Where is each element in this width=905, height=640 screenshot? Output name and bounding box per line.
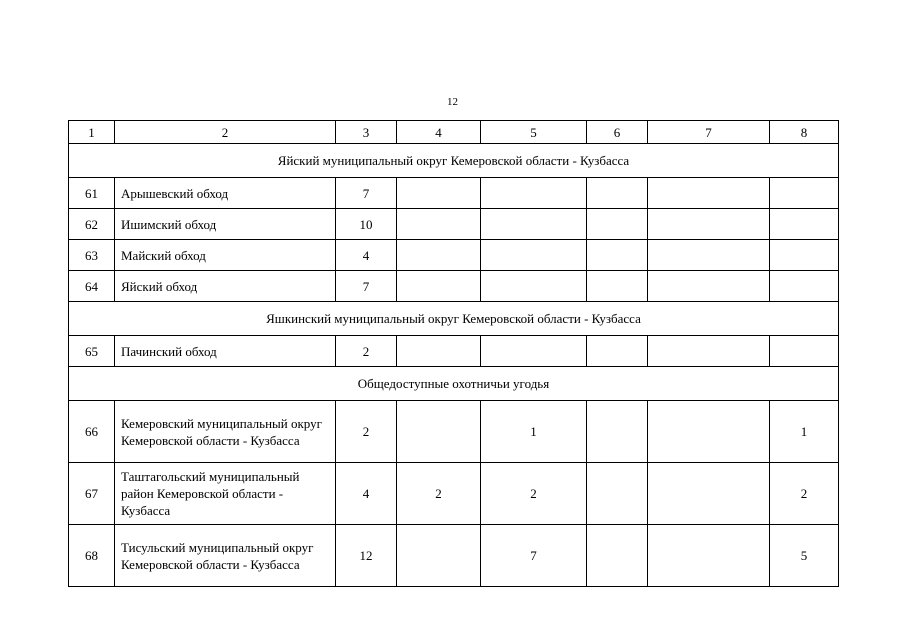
section-header-row	[69, 302, 839, 336]
row-number: 63	[69, 240, 115, 271]
section-title: Общедоступные охотничьи угодья	[69, 367, 839, 401]
header-cell: 3	[336, 121, 397, 144]
table-row	[69, 463, 839, 525]
row-name: Ишимский обход	[115, 209, 336, 240]
cell-col6	[587, 463, 648, 525]
cell-col3: 4	[336, 240, 397, 271]
table-row	[69, 401, 839, 463]
cell-col3: 10	[336, 209, 397, 240]
cell-col6	[587, 240, 648, 271]
cell-col3: 7	[336, 178, 397, 209]
row-name: Кемеровский муниципальный округ Кемеровской области - Кузбасса	[115, 401, 336, 463]
cell-col7	[648, 178, 770, 209]
cell-col8	[770, 271, 839, 302]
cell-col7	[648, 271, 770, 302]
cell-col7	[648, 401, 770, 463]
row-number: 64	[69, 271, 115, 302]
cell-col5	[481, 178, 587, 209]
cell-col7	[648, 336, 770, 367]
cell-col5	[481, 240, 587, 271]
row-name: Арышевский обход	[115, 178, 336, 209]
cell-col3: 2	[336, 401, 397, 463]
cell-col4	[397, 271, 481, 302]
cell-col8: 5	[770, 525, 839, 587]
header-cell: 1	[69, 121, 115, 144]
cell-col8	[770, 240, 839, 271]
header-cell: 6	[587, 121, 648, 144]
cell-col6	[587, 178, 648, 209]
header-cell: 7	[648, 121, 770, 144]
cell-col7	[648, 463, 770, 525]
cell-col3: 7	[336, 271, 397, 302]
table-row	[69, 271, 839, 302]
cell-col4	[397, 525, 481, 587]
section-header-row	[69, 367, 839, 401]
section-title: Яйский муниципальный округ Кемеровской области - Кузбасса	[69, 144, 839, 178]
cell-col8: 2	[770, 463, 839, 525]
cell-col3: 12	[336, 525, 397, 587]
row-name: Майский обход	[115, 240, 336, 271]
cell-col7	[648, 209, 770, 240]
cell-col6	[587, 271, 648, 302]
section-header-row	[69, 144, 839, 178]
cell-col7	[648, 240, 770, 271]
row-number: 62	[69, 209, 115, 240]
header-cell: 8	[770, 121, 839, 144]
cell-col6	[587, 401, 648, 463]
row-name: Яйский обход	[115, 271, 336, 302]
cell-col8	[770, 336, 839, 367]
cell-col4	[397, 336, 481, 367]
cell-col5	[481, 336, 587, 367]
cell-col7	[648, 525, 770, 587]
cell-col5	[481, 271, 587, 302]
table-row	[69, 209, 839, 240]
header-cell: 5	[481, 121, 587, 144]
header-cell: 4	[397, 121, 481, 144]
cell-col4	[397, 178, 481, 209]
table-row	[69, 525, 839, 587]
row-number: 61	[69, 178, 115, 209]
cell-col5	[481, 209, 587, 240]
cell-col5: 1	[481, 401, 587, 463]
row-name: Тисульский муниципальный округ Кемеровской области - Кузбасса	[115, 525, 336, 587]
cell-col3: 4	[336, 463, 397, 525]
cell-col8	[770, 209, 839, 240]
cell-col4: 2	[397, 463, 481, 525]
cell-col6	[587, 336, 648, 367]
header-row	[69, 121, 839, 144]
cell-col8	[770, 178, 839, 209]
table-row	[69, 178, 839, 209]
section-title: Яшкинский муниципальный округ Кемеровской области - Кузбасса	[69, 302, 839, 336]
row-number: 68	[69, 525, 115, 587]
header-cell: 2	[115, 121, 336, 144]
hunting-grounds-table	[68, 120, 839, 587]
cell-col4	[397, 401, 481, 463]
cell-col4	[397, 209, 481, 240]
row-number: 66	[69, 401, 115, 463]
table-row	[69, 336, 839, 367]
page-number: 12	[447, 96, 458, 108]
row-name: Пачинский обход	[115, 336, 336, 367]
table-row	[69, 240, 839, 271]
cell-col6	[587, 209, 648, 240]
row-name: Таштагольский муниципальный район Кемеровской области - Кузбасса	[115, 463, 336, 525]
cell-col8: 1	[770, 401, 839, 463]
cell-col5: 2	[481, 463, 587, 525]
row-number: 67	[69, 463, 115, 525]
cell-col6	[587, 525, 648, 587]
cell-col4	[397, 240, 481, 271]
row-number: 65	[69, 336, 115, 367]
cell-col3: 2	[336, 336, 397, 367]
cell-col5: 7	[481, 525, 587, 587]
